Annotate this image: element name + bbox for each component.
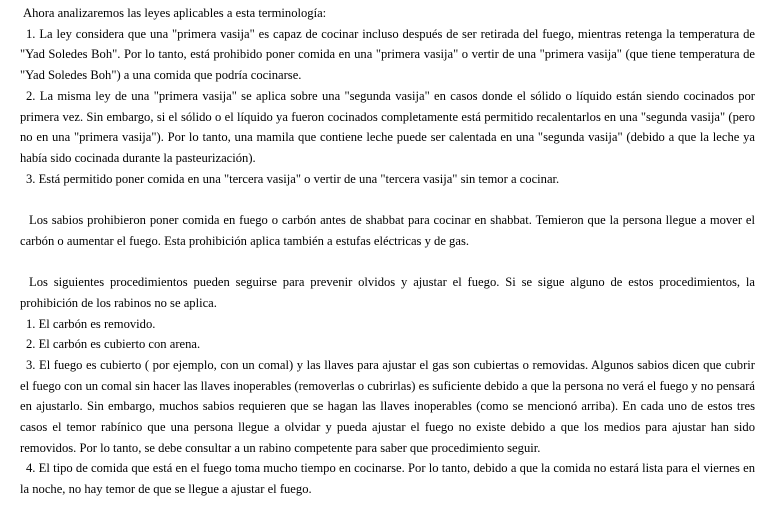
law-item-2: 2. La misma ley de una "primera vasija" se aplica sobre una "segunda vasija" en casos donde el sólido o líquido están siendo cocinados por primera vez. Sin embargo, si el sólido o el líquido ya fueron cocinados completamente está permitido recalentarlos en una "segunda vasija" (pero no en una "primera vasija"). Por lo tanto, una mamila que contiene leche puede ser calentada en una "segunda vasija" (debido a que la leche ya había sido cocinada durante la pasteurización). <box>20 88 755 165</box>
procedures-intro-paragraph: Los siguientes procedimientos pueden seguirse para prevenir olvidos y ajustar el fuego. Si se sigue alguno de estos procedimientos, la prohibición de los rabinos no se aplica. <box>20 275 755 310</box>
procedure-item-2: 2. El carbón es cubierto con arena. <box>26 337 201 352</box>
document-body <box>20 3 755 500</box>
law-item-3: 3. Está permitido poner comida en una "tercera vasija" o vertir de una "tercera vasija" sin temor a cocinar. <box>26 171 560 186</box>
procedure-item-1: 1. El carbón es removido. <box>26 316 156 331</box>
paragraph-spacer <box>20 251 755 272</box>
prohibition-paragraph: Los sabios prohibieron poner comida en fuego o carbón antes de shabbat para cocinar en shabbat. Temieron que la persona llegue a mover el carbón o aumentar el fuego. Esta prohibición aplica también a estufas eléctricas y de gas. <box>20 213 755 248</box>
intro-paragraph: Ahora analizaremos las leyes aplicables a esta terminología: <box>23 6 327 20</box>
procedure-item-3: 3. El fuego es cubierto ( por ejemplo, con un comal) y las llaves para ajustar el gas son cubiertas o removidas. Algunos sabios dicen que cubrir el fuego con un comal sin hacer las llaves inoperables (removerlas o cubrirlas) es suficiente debido a que la persona no verá el fuego y no pensará en ajustarlo. Sin embargo, muchos sabios requieren que se hagan las llaves inoperables (como se mencionó arriba). En cada uno de estos tres casos el temor rabínico que una persona llegue a olvidar y pueda ajustar el fuego no existe debido a que los medios para ajustar han sido removidos. Por lo tanto, se debe consultar a un rabino competente para saber que procedimiento seguir. <box>20 357 755 455</box>
law-item-1: 1. La ley considera que una "primera vasija" es capaz de cocinar incluso después de ser retirada del fuego, mientras retenga la temperatura de "Yad Soledes Boh". Por lo tanto, está prohibido poner comida en una "primera vasija" o vertir de una "primera vasija" (que tiene temperatura de "Yad Soledes Boh") a una comida que podría cocinarse. <box>20 26 755 83</box>
procedure-item-4: 4. El tipo de comida que está en el fuego toma mucho tiempo en cocinarse. Por lo tanto, debido a que la comida no estará lista para el viernes en la noche, no hay temor de que se llegue a ajustar el fuego. <box>20 461 755 497</box>
paragraph-spacer <box>20 189 755 210</box>
